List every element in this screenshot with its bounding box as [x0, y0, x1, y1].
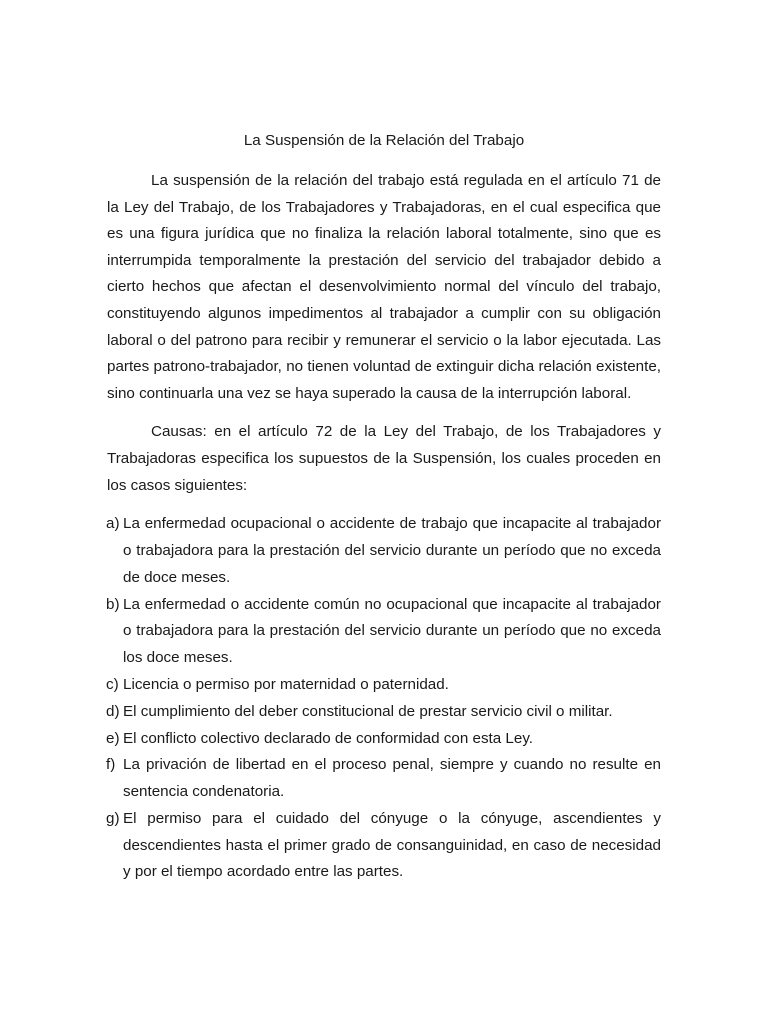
list-marker: d) — [106, 702, 120, 720]
list-marker: a) — [106, 515, 120, 533]
list-marker: b) — [106, 595, 120, 613]
list-item-text: La enfermedad ocupacional o accidente de trabajo que incapacite al trabajador o trabajadora para la prestación del servicio durante un período que no exceda de doce meses. — [123, 515, 661, 586]
list-item — [107, 806, 661, 886]
causes-paragraph: Causas: en el artículo 72 de la Ley del Trabajo, de los Trabajadores y Trabajadoras especifica los supuestos de la Suspensión, los cuales proceden en los casos siguientes: — [107, 423, 661, 494]
document-page — [107, 126, 661, 886]
list-item — [107, 592, 661, 672]
list-item — [107, 511, 661, 591]
list-marker: g) — [106, 809, 120, 827]
document-title: La Suspensión de la Relación del Trabajo — [243, 132, 525, 149]
list-item — [107, 699, 661, 726]
causes-list — [107, 511, 661, 886]
list-marker: f) — [106, 756, 116, 774]
list-marker: c) — [106, 675, 119, 693]
intro-paragraph: La suspensión de la relación del trabajo está regulada en el artículo 71 de la Ley del Trabajo, de los Trabajadores y Trabajadoras, en el cual especifica que es una figura jurídica que no finaliza la relación laboral totalmente, sino que es interrumpida temporalmente la prestación del servicio del trabajador debido a cierto hechos que afectan el desenvolvimiento normal del vínculo del trabajo, constituyendo algunos impedimentos al trabajador a cumplir con su obligación laboral o del patrono para recibir y remunerar el servicio o la labor ejecutada. Las partes patrono-trabajador, no tienen voluntad de extinguir dicha relación existente, sino continuarla una vez se haya superado la causa de la interrupción laboral. — [107, 172, 661, 402]
list-item-text: Licencia o permiso por maternidad o paternidad. — [123, 675, 449, 693]
list-item-text: El conflicto colectivo declarado de conformidad con esta Ley. — [123, 729, 534, 747]
list-item — [107, 726, 661, 753]
list-item — [107, 672, 661, 699]
list-marker: e) — [106, 729, 120, 747]
list-item-text: La enfermedad o accidente común no ocupacional que incapacite al trabajador o trabajadora para la prestación del servicio durante un período que no exceda los doce meses. — [123, 595, 661, 667]
list-item-text: El permiso para el cuidado del cónyuge o la cónyuge, ascendientes y descendientes hasta el primer grado de consanguinidad, en caso de necesidad y por el tiempo acordado entre las partes. — [123, 809, 661, 881]
list-item-text: La privación de libertad en el proceso penal, siempre y cuando no resulte en sentencia condenatoria. — [123, 756, 661, 801]
list-item-text: El cumplimiento del deber constitucional de prestar servicio civil o militar. — [123, 702, 613, 720]
list-item — [107, 752, 661, 806]
